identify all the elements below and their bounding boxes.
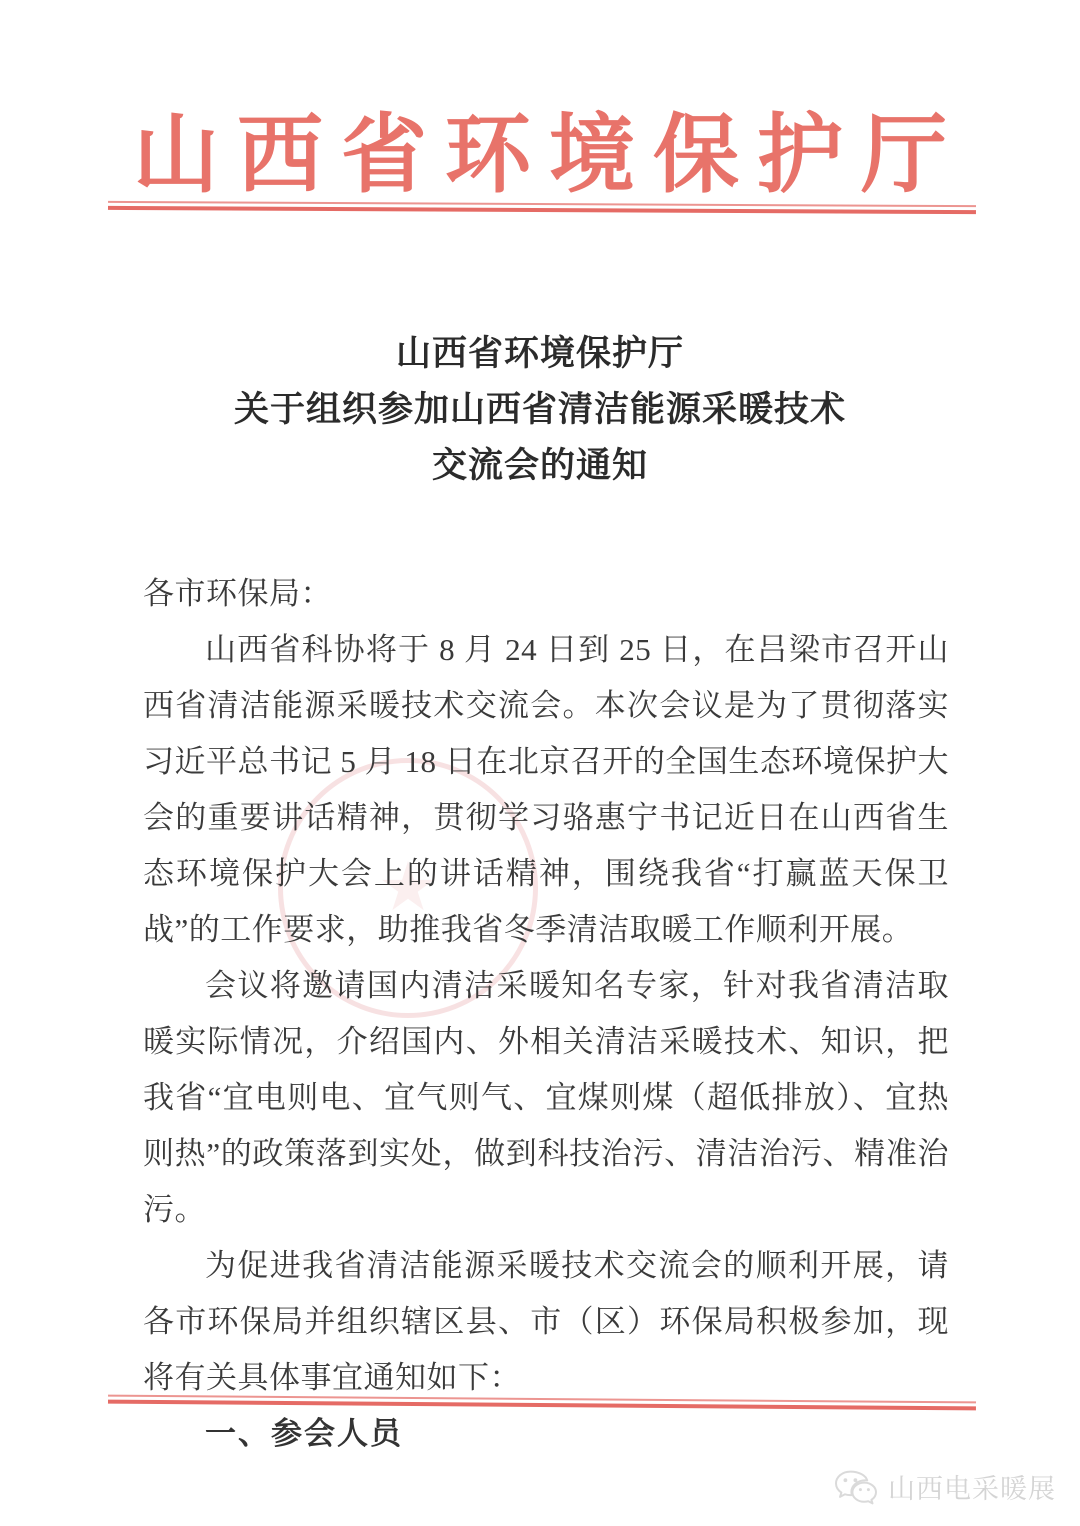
document-title-line-3: 交流会的通知 (431, 446, 648, 485)
section-heading-1: 一、参会人员 (205, 1416, 403, 1451)
body-paragraph-2: 会议将邀请国内清洁采暖知名专家，针对我省清洁取暖实际情况，介绍国内、外相关清洁采暖技术、知识，把我省“宜电则电、宜气则气、宜煤则煤（超低排放）、宜热则热”的政策落到实处，做到科技治污、清洁治污、精准治污。 (143, 968, 949, 1227)
document-title (0, 326, 1080, 494)
letterhead-title: 山西省环境保护厅 (133, 107, 965, 203)
salutation: 各市环保局： (143, 576, 332, 611)
divider-thick-line (108, 206, 976, 214)
body-paragraph-3: 为促进我省清洁能源采暖技术交流会的顺利开展，请各市环保局并组织辖区县、市（区）环保局积极参加，现将有关具体事宜通知如下： (143, 1248, 949, 1395)
document-body (143, 566, 949, 1462)
watermark-label: 山西电采暖展 (888, 1474, 1056, 1504)
body-paragraph-1: 山西省科协将于 8 月 24 日到 25 日，在吕梁市召开山西省清洁能源采暖技术交流会。本次会议是为了贯彻落实习近平总书记 5 月 18 日在北京召开的全国生态环境保护大会的重要讲话精神，贯彻学习骆惠宁书记近日在山西省生态环境保护大会上的讲话精神，围绕我省“打赢蓝天保卫战”的工作要求，助推我省冬季清洁取暖工作顺利开展。 (143, 632, 949, 947)
wechat-watermark (834, 1467, 1056, 1506)
wechat-icon (834, 1469, 878, 1505)
document-title-line-2: 关于组织参加山西省清洁能源采暖技术 (233, 390, 846, 429)
document-title-line-1: 山西省环境保护厅 (395, 334, 684, 373)
